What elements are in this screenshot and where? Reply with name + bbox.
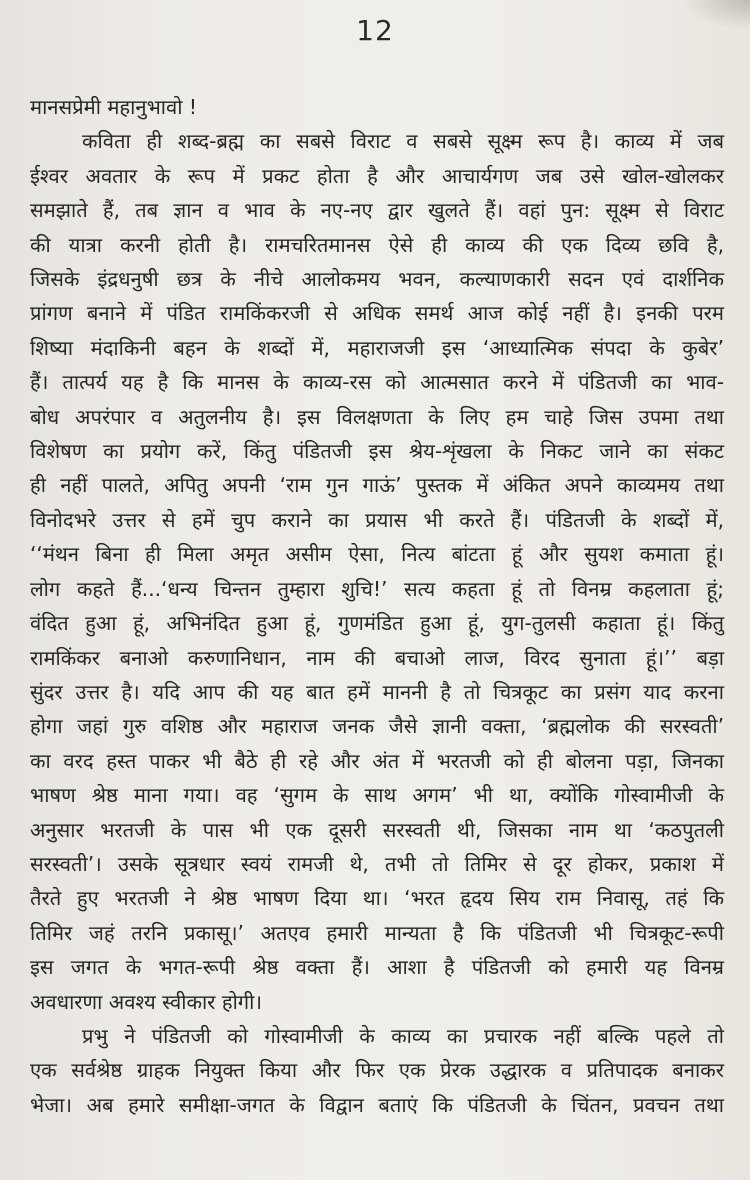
text-line: सुंदर उत्तर है। यदि आप की यह बात हमें माननी है तो चित्रकूट का प्रसंग याद करना <box>30 679 724 704</box>
text-line: भेजा। अब हमारे समीक्षा-जगत के विद्वान बताएं कि पंडितजी के चिंतन, प्रवचन तथा <box>30 1092 724 1117</box>
text-line: का वरद हस्त पाकर भी बैठे ही रहे और अंत में भरतजी को ही बोलना पड़ा, जिनका <box>30 748 724 773</box>
text-line: सरस्वती’। उसके सूत्रधार स्वयं रामजी थे, तभी तो तिमिर से दूर होकर, प्रकाश में <box>30 851 724 876</box>
text-line: तिमिर जहं तरनि प्रकासू।’ अतएव हमारी मान्यता है कि पंडितजी भी चित्रकूट-रूपी <box>30 920 724 945</box>
text-line: अवधारणा अवश्य स्वीकार होगी। <box>30 989 263 1014</box>
text-line: अनुसार भरतजी के पास भी एक दूसरी सरस्वती थी, जिसका नाम था ‘कठपुतली <box>30 817 724 842</box>
page-number: 12 <box>356 14 394 47</box>
text-line: समझाते हैं, तब ज्ञान व भाव के नए-नए द्वार खुलते हैं। वहां पुन: सूक्ष्म से विराट <box>30 198 724 223</box>
text-line: तैरते हुए भरतजी ने श्रेष्ठ भाषण दिया था। ‘भरत हृदय सिय राम निवासू, तहं कि <box>30 886 724 911</box>
text-line: विशेषण का प्रयोग करें, किंतु पंडितजी इस श्रेय-शृंखला के निकट जाने का संकट <box>30 439 724 464</box>
paragraph <box>30 124 724 1019</box>
text-line: भाषण श्रेष्ठ माना गया। वह ‘सुगम के साथ अगम’ भी था, क्योंकि गोस्वामीजी के <box>30 783 724 808</box>
text-line: ईश्वर अवतार के रूप में प्रकट होता है और आचार्यगण जब उसे खोल-खोलकर <box>30 163 724 188</box>
paragraphs-container <box>30 124 724 1122</box>
paragraph <box>30 1019 724 1122</box>
text-line: रामकिंकर बनाओ करुणानिधान, नाम की बचाओ लाज, विरद सुनाता हूं।’’ बड़ा <box>30 645 724 670</box>
text-line: वंदित हुआ हूं, अभिनंदित हुआ हूं, गुणमंडित हुआ हूं, युग-तुलसी कहाता हूं। किंतु <box>30 611 724 636</box>
text-line: प्रभु ने पंडितजी को गोस्वामीजी के काव्य का प्रचारक नहीं बल्कि पहले तो <box>82 1023 724 1048</box>
text-line: विनोदभरे उत्तर से हमें चुप कराने का प्रयास भी करते हैं। पंडितजी के शब्दों में, <box>30 507 724 532</box>
text-line: लोग कहते हैं...‘धन्य चिन्तन तुम्हारा शुचि!’ सत्य कहता हूं तो विनम्र कहलाता हूं; <box>30 576 724 601</box>
text-line: प्रांगण बनाने में पंडित रामकिंकरजी से अधिक समर्थ आज कोई नहीं है। इनकी परम <box>30 301 724 326</box>
text-line: बोध अपरंपार व अतुलनीय है। इस विलक्षणता के लिए हम चाहे जिस उपमा तथा <box>30 404 724 429</box>
text-line: कविता ही शब्द-ब्रह्म का सबसे विराट व सबसे सूक्ष्म रूप है। काव्य में जब <box>82 129 724 154</box>
text-line: होगा जहां गुरु वशिष्ठ और महाराज जनक जैसे ज्ञानी वक्ता, ‘ब्रह्मलोक की सरस्वती’ <box>30 714 724 739</box>
text-line: की यात्रा करनी होती है। रामचरितमानस ऐसे ही काव्य की एक दिव्य छवि है, <box>30 232 724 257</box>
salutation-line: मानसप्रेमी महानुभावो ! <box>30 95 197 119</box>
text-line: इस जगत के भगत-रूपी श्रेष्ठ वक्ता हैं। आशा है पंडितजी को हमारी यह विनम्र <box>30 955 724 980</box>
text-line: एक सर्वश्रेष्ठ ग्राहक नियुक्त किया और फिर एक प्रेरक उद्धारक व प्रतिपादक बनाकर <box>30 1058 724 1083</box>
page-body-text <box>30 90 724 1122</box>
text-line: ही नहीं पालते, अपितु अपनी ‘राम गुन गाऊं’ पुस्तक में अंकित अपने काव्यमय तथा <box>30 473 724 498</box>
text-line: ‘‘मंथन बिना ही मिला अमृत असीम ऐसा, नित्य बांटता हूं और सुयश कमाता हूं। <box>30 542 724 567</box>
text-line: शिष्या मंदाकिनी बहन के शब्दों में, महाराजजी इस ‘आध्यात्मिक संपदा के कुबेर’ <box>30 335 724 360</box>
text-line: जिसके इंद्रधनुषी छत्र के नीचे आलोकमय भवन, कल्याणकारी सदन एवं दार्शनिक <box>30 267 724 292</box>
text-line: हैं। तात्पर्य यह है कि मानस के काव्य-रस को आत्मसात करने में पंडितजी का भाव- <box>30 370 724 395</box>
